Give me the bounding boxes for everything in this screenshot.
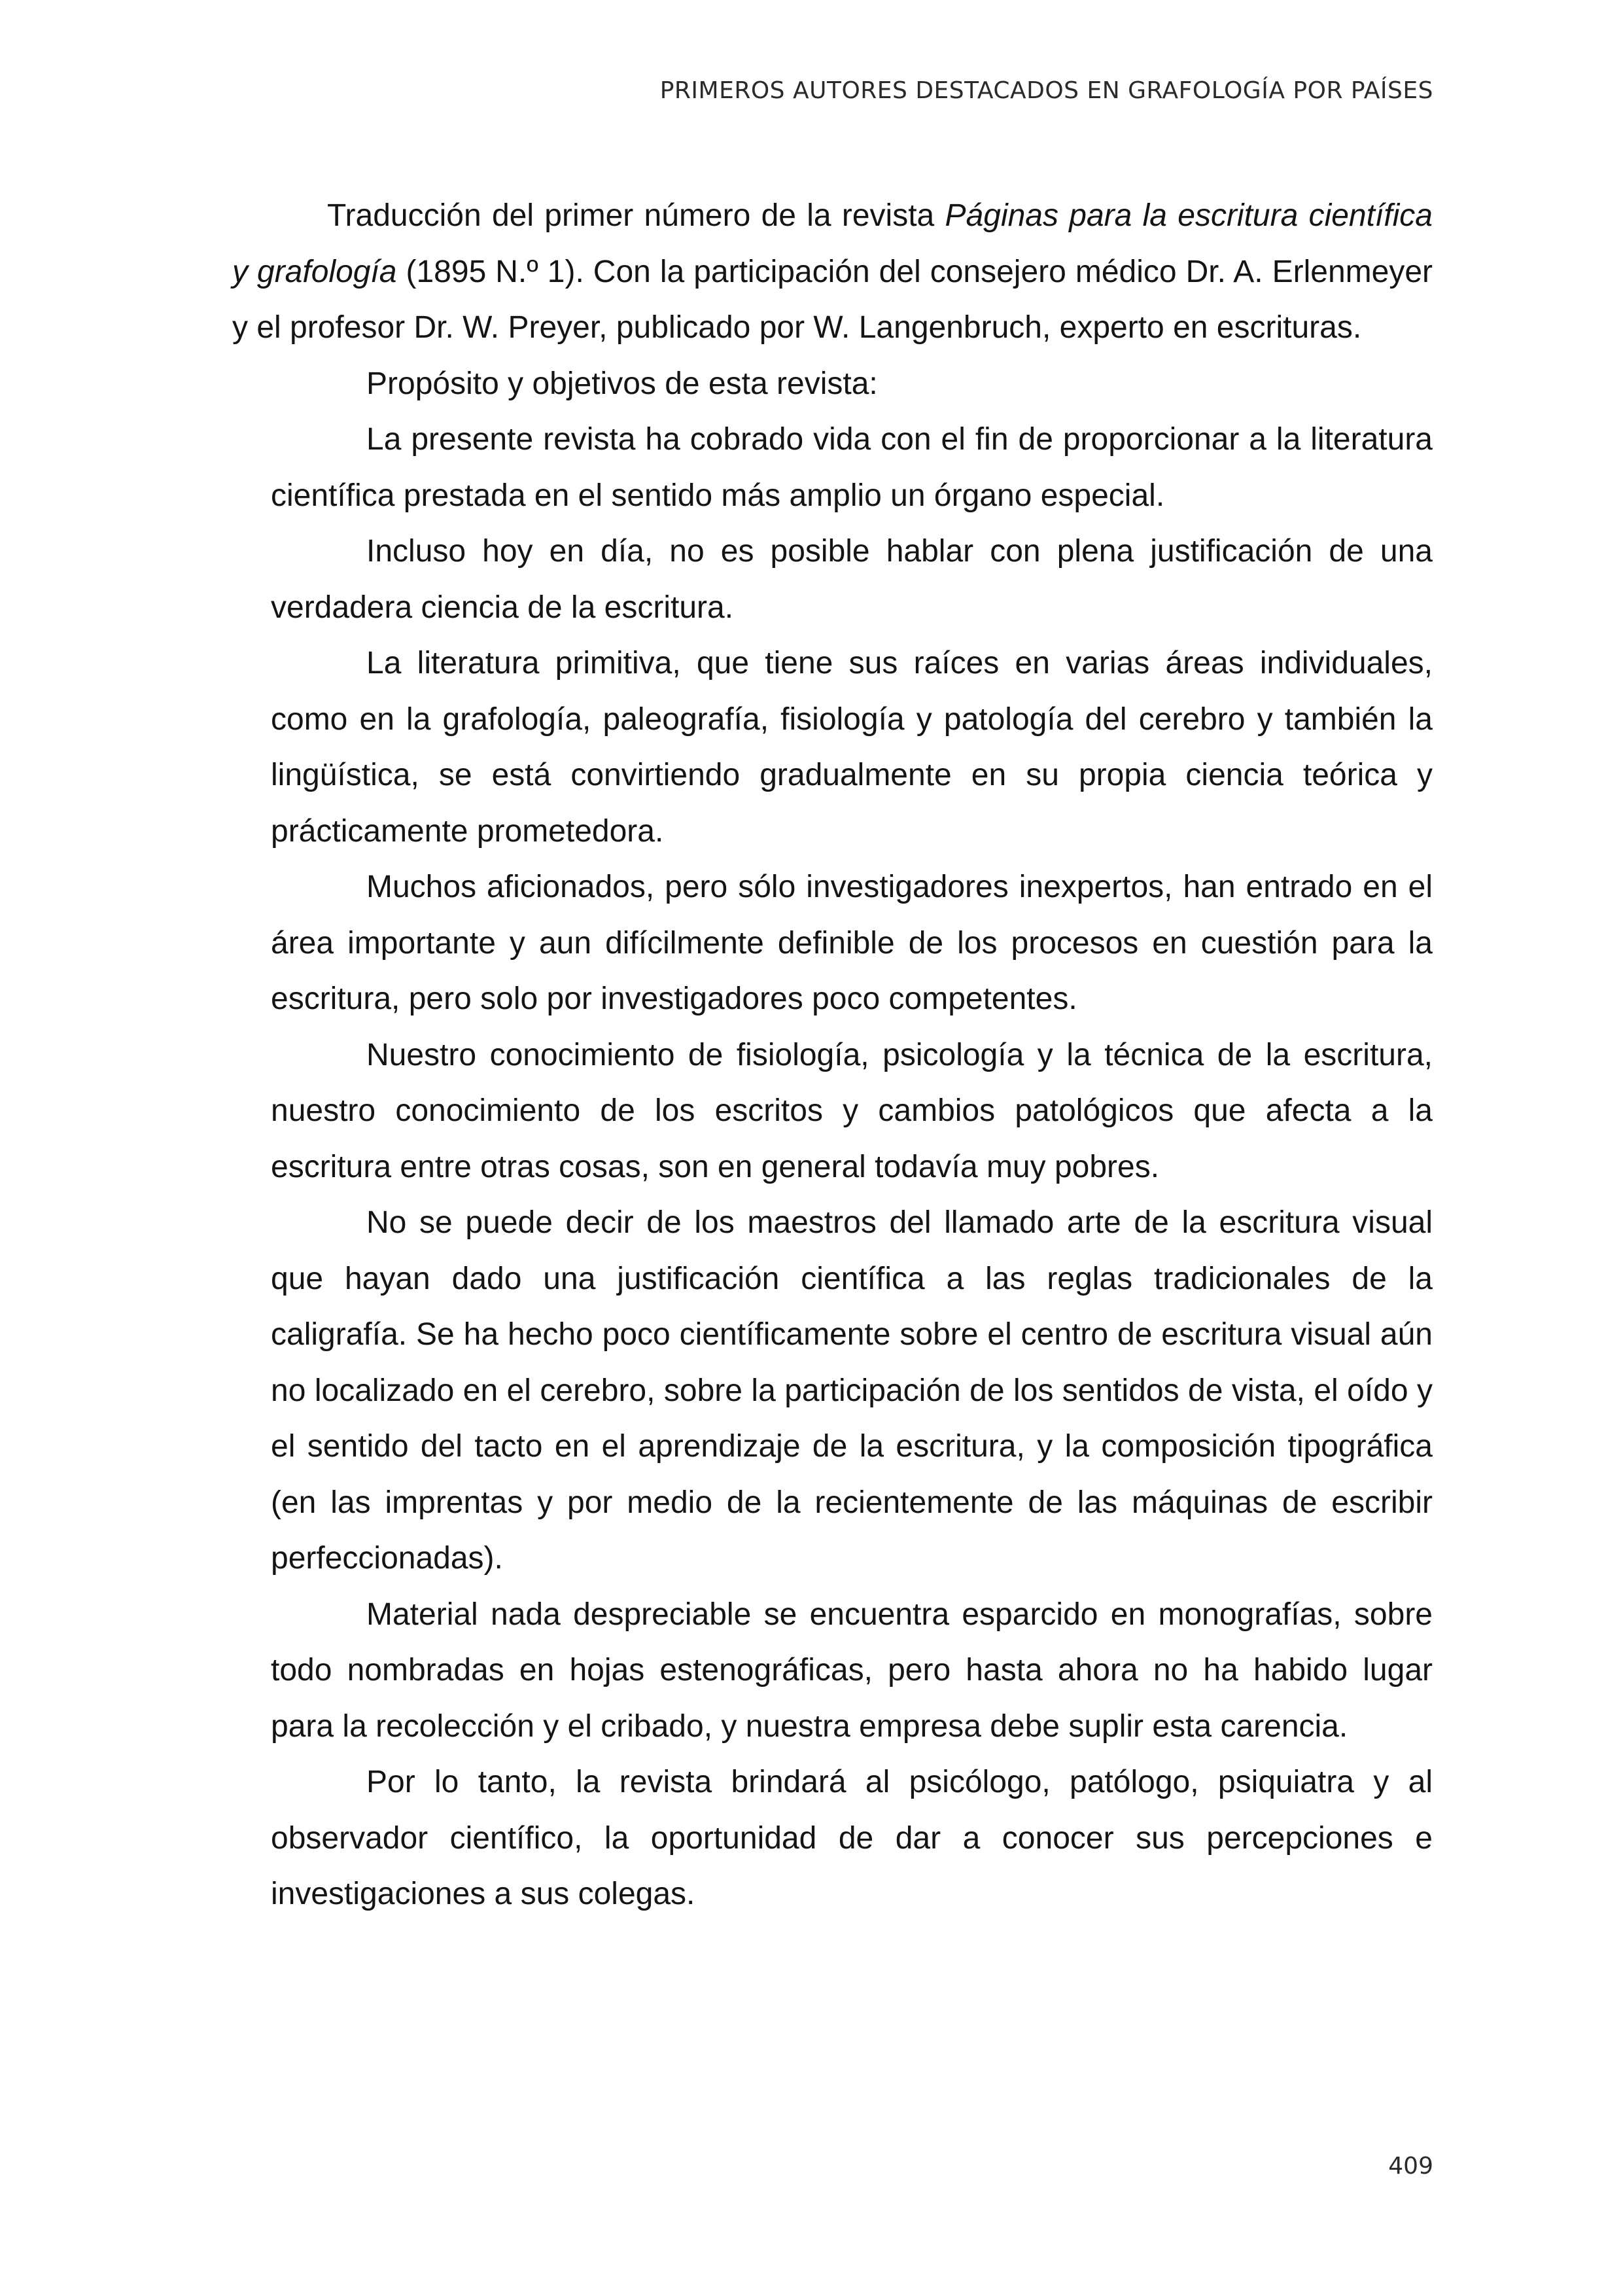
paragraph: La presente revista ha cobrado vida con el fin de proporcionar a la literatura científica prestada en el sentido más amplio un órgano especial.	[271, 422, 1433, 513]
paragraph: No se puede decir de los maestros del llamado arte de la escritura visual que hayan dado una justificación científica a las reglas tradicionales de la caligrafía. Se ha hecho poco científicamente sobre el centro de escritura visual aún no localizado en el cerebro, sobre la participación de los sentidos de vista, el oído y el sentido del tacto en el aprendizaje de la escritura, y la composición tipográfica (en las imprentas y por medio de la recientemente de las máquinas de escribir perfeccionadas).	[271, 1205, 1433, 1576]
intro-paragraph	[232, 188, 1433, 356]
paragraph: Por lo tanto, la revista brindará al psicólogo, patólogo, psiquiatra y al observador científico, la oportunidad de dar a conocer sus percepciones e investigaciones a sus colegas.	[271, 1765, 1433, 1911]
paragraph: Material nada despreciable se encuentra esparcido en monografías, sobre todo nombradas en hojas estenográficas, pero hasta ahora no ha habido lugar para la recolección y el cribado, y nuestra empresa debe suplir esta carencia.	[271, 1597, 1433, 1744]
paragraph: Muchos aficionados, pero sólo investigadores inexpertos, han entrado en el área importante y aun difícilmente definible de los procesos en cuestión para la escritura, pero solo por investigadores poco competentes.	[271, 870, 1433, 1016]
intro-text-before: Traducción del primer número de la revista	[327, 198, 945, 233]
intro-text-after: (1895 N.º 1). Con la participación del consejero médico Dr. A. Erlenmeyer y el profesor Dr. W. Preyer, publicado por W. Langenbruch, experto en escrituras.	[232, 254, 1433, 345]
body-text	[232, 188, 1433, 1922]
paragraph: Nuestro conocimiento de fisiología, psicología y la técnica de la escritura, nuestro conocimiento de los escritos y cambios patológicos que afecta a la escritura entre otras cosas, son en general todavía muy pobres.	[271, 1037, 1433, 1184]
journal-title: Páginas para la escritura científica y grafología	[232, 198, 1433, 289]
paragraph: Incluso hoy en día, no es posible hablar con plena justificación de una verdadera ciencia de la escritura.	[271, 534, 1433, 625]
running-header: PRIMEROS AUTORES DESTACADOS EN GRAFOLOGÍA POR PAÍSES	[659, 77, 1433, 104]
purpose-heading: Propósito y objetivos de esta revista:	[366, 366, 878, 401]
paragraph: La literatura primitiva, que tiene sus raíces en varias áreas individuales, como en la grafología, paleografía, fisiología y patología del cerebro y también la lingüística, se está convirtiendo gradualmente en su propia ciencia teórica y prácticamente prometedora.	[271, 646, 1433, 849]
page-number: 409	[1388, 2153, 1433, 2180]
